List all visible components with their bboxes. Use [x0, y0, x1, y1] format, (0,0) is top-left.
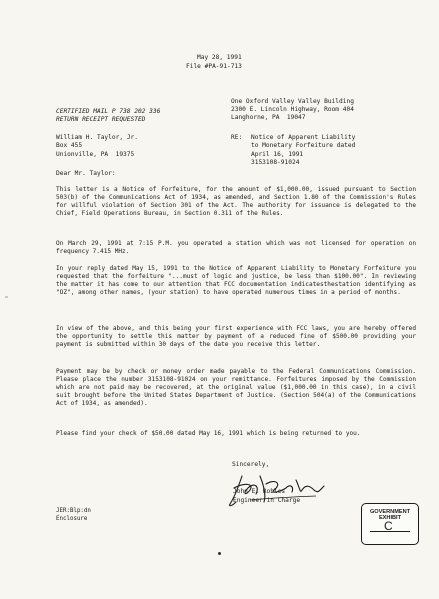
return-receipt-line: RETURN RECEIPT REQUESTED — [56, 116, 146, 123]
sender-address-line1: One Oxford Valley Valley Building — [231, 98, 354, 105]
sender-address-line3: Langhorne, PA 19047 — [231, 114, 306, 121]
paragraph-payment: Payment may be by check or money order made payable to the Federal Communications Commission. Please place the number 3153108-91024 on your remittance. Forfeitures imposed by the Commission which are not paid may be recovered, at the original value ($1,000.00 in this case), in a civil suit brought before the United States Department of Justice. (Section 504(a) of the Communications Act of 1934, as amended). — [56, 368, 416, 407]
closing-sincerely: Sincerely, — [232, 461, 270, 468]
exhibit-line2: EXHIBIT — [378, 515, 402, 522]
recipient-name: William H. Taylor, Jr. — [56, 134, 138, 141]
government-exhibit-sticker — [361, 503, 419, 545]
certified-mail-line: CERTIFIED MAIL P 738 202 336 — [56, 108, 161, 115]
paragraph-check-returned: Please find your check of $50.00 dated May 16, 1991 which is being returned to you. — [56, 430, 361, 437]
paragraph-reply: In your reply dated May 15, 1991 to the Notice of Apparent Liability to Monetary Forfeiture you requested that the forfeiture "...must of logic and justice, be less than $100.00". In reviewing the matter it has come to our attention that FCC documentation indicatesthestation identifying as "OZ", among other names, (your station) to have operated numerous times in a period of months. — [56, 265, 416, 296]
salutation: Dear Mr. Taylor: — [56, 170, 116, 177]
re-label: RE: — [231, 134, 243, 141]
scan-speck — [218, 552, 221, 555]
re-line2: to Monetary Forfeiture dated — [251, 142, 356, 149]
footer-initials: JER:Blp:dn — [56, 508, 91, 514]
footer-enclosure: Enclosure — [56, 516, 88, 522]
margin-mark: ™ — [5, 296, 9, 302]
re-line4: 3153108-91024 — [251, 159, 300, 166]
sender-address-line2: 2300 E. Lincoln Highway, Room 404 — [231, 106, 354, 113]
paragraph-violation: On March 29, 1991 at 7:15 P.M. you operated a station which was not licensed for operation on frequency 7.415 MHz. — [56, 240, 416, 255]
paragraph-offer: In view of the above, and this being your first experience with FCC laws, you are hereby offered the opportunity to settle this matter by payment of a reduced fine of $500.00 providing your payment is submitted within 30 days of the date you receive this letter. — [56, 325, 416, 348]
re-line1: Notice of Apparent Liability — [251, 134, 356, 141]
exhibit-line1: GOVERNMENT — [369, 509, 411, 515]
recipient-city: Unionville, PA 19375 — [56, 151, 135, 158]
signer-title: Engineer in Charge — [233, 497, 301, 504]
exhibit-rule — [370, 531, 410, 532]
exhibit-mark: C — [384, 519, 393, 533]
letter-date: May 28, 1991 — [197, 54, 242, 61]
signer-name: John E. Robles — [233, 488, 286, 495]
re-line3: April 16, 1991 — [251, 151, 304, 158]
recipient-box: Box 455 — [56, 142, 83, 149]
file-number: File #PA-91-713 — [186, 63, 242, 70]
paragraph-notice: This letter is a Notice of Forfeiture, for the amount of $1,000.00, issued pursuant to Section 503(b) of the Communications Act of 1934, as amended, and Section 1.80 of the Commission's Rules for willful violation of Section 301 of the Act. The authority for issuance is delegated to the Chief, Field Operations Bureau, in Section 0.311 of the Rules. — [56, 186, 416, 217]
